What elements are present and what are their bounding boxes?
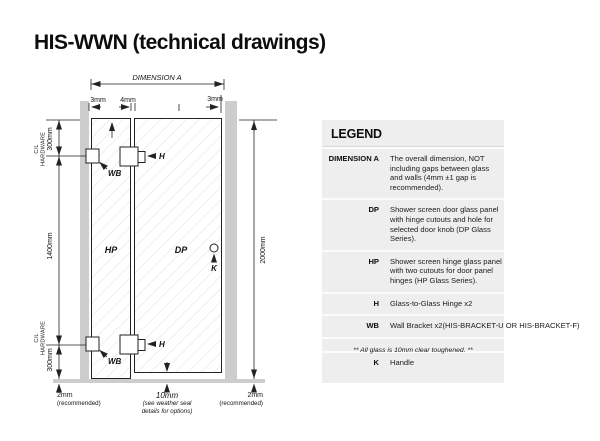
right-dimension-2000 [239, 120, 277, 392]
legend-row-hp [322, 250, 504, 292]
page-title: HIS-WWN (technical drawings) [34, 31, 326, 54]
legend-desc: Shower screen hinge glass panel with two cutouts for door panel hinges (HP Glass Series). [390, 256, 502, 285]
bottom-middle-gap-value: 10mm [155, 391, 179, 400]
legend-row-dp [322, 198, 504, 249]
bottom-right-gap-value: 2mm [247, 392, 263, 399]
wall-bracket-top-label: WB [108, 169, 122, 178]
hinge-bottom-label: H [159, 340, 165, 349]
legend-term: WB [366, 321, 379, 331]
dim-2000-label: 2000mm [260, 236, 267, 264]
legend-term: HP [368, 256, 379, 266]
legend-term: DIMENSION A [328, 154, 379, 163]
legend-term: K [373, 357, 379, 367]
legend-row-dimension-a [322, 147, 504, 198]
dim-300-top-label: 300mm [47, 127, 54, 151]
hinge-top-label: H [159, 152, 165, 161]
handle-label: K [211, 264, 217, 273]
legend-desc: Glass-to-Glass Hinge x2 [390, 298, 473, 308]
bottom-right-gap-hint: (recommended) [219, 400, 263, 407]
legend-desc: Handle [390, 357, 415, 367]
cl-hardware-top-line1: C/L [34, 144, 40, 154]
gap-mid-label: 4mm [120, 97, 136, 104]
legend-row-h [322, 292, 504, 315]
legend-term: DP [368, 205, 379, 215]
bottom-middle-gap-hint1: (see weather seal [142, 400, 192, 407]
gap-right-label: 3mm [207, 96, 223, 103]
legend-title: LEGEND [322, 120, 504, 147]
cl-hardware-bottom-line2: HARDWARE [40, 320, 47, 356]
legend-term: H [373, 298, 379, 308]
legend-desc: Shower screen door glass panel with hinge cutouts and hole for selected door knob (DP Glass Series). [390, 205, 499, 244]
door-knob [210, 244, 218, 252]
wall-bracket-bottom [86, 337, 99, 351]
legend-desc: The overall dimension, NOT including gaps between glass and walls (4mm ±1 gap is recommended). [390, 154, 490, 192]
hp-panel-label: HP [104, 245, 118, 255]
hinge-bottom [120, 335, 138, 354]
bottom-left-gap-hint: (recommended) [57, 400, 101, 407]
hinge-top [120, 147, 138, 166]
dp-panel-label: DP [174, 245, 188, 255]
floor [53, 379, 265, 383]
dim-300-bottom-label: 300mm [47, 348, 54, 372]
wall-bracket-top [86, 149, 99, 163]
dim-1400-label: 1400mm [47, 232, 54, 260]
legend-row-wb [322, 314, 580, 337]
legend-row-k [322, 351, 504, 374]
wall-bracket-bottom-label: WB [108, 357, 122, 366]
bottom-right-gap-note [163, 392, 263, 408]
legend-desc: Wall Bracket x2(HIS-BRACKET-U OR HIS-BRACKET-F) [390, 321, 580, 331]
legend-footnote: ** All glass is 10mm clear toughened. ** [353, 347, 473, 354]
bottom-left-gap-note [57, 392, 101, 408]
dimension-a-label: DIMENSION A [132, 73, 182, 82]
legend-panel [322, 120, 580, 383]
bottom-left-gap-value: 2mm [57, 392, 73, 399]
bottom-middle-gap-hint2: details for options) [141, 408, 193, 415]
gap-left-label: 3mm [90, 97, 106, 104]
cl-hardware-bottom-line1: C/L [34, 333, 40, 343]
cl-hardware-top-line2: HARDWARE [40, 131, 47, 167]
